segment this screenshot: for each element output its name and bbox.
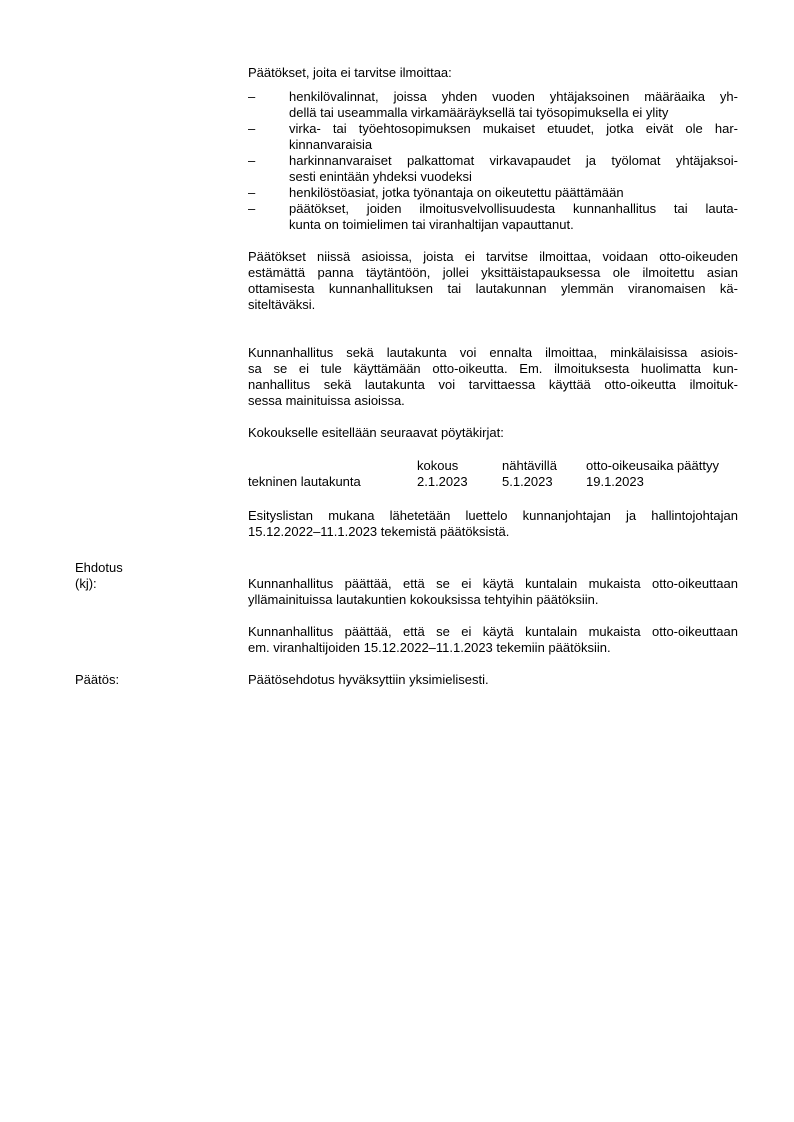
dash-bullet-icon: – (248, 153, 256, 168)
bullet-line: päätökset, joiden ilmoitusvelvollisuudesta kunnanhallitus tai lauta- (289, 201, 738, 216)
table-header-kokous: kokous (417, 458, 459, 473)
paragraph-line: 15.12.2022–11.1.2023 tekemistä päätöksistä. (248, 524, 510, 539)
minutes-intro: Kokoukselle esitellään seuraavat pöytäkirjat: (248, 425, 504, 440)
bullet-item (248, 185, 738, 201)
decision-label: Päätös: (75, 672, 120, 687)
bullet-line: kinnanvaraisia (289, 137, 373, 152)
proposal-label-line: Ehdotus (75, 560, 123, 575)
dash-bullet-icon: – (248, 121, 256, 136)
table-cell-toimielin: tekninen lautakunta (248, 474, 361, 489)
notice-section-heading: Päätökset, joita ei tarvitse ilmoittaa: (248, 65, 452, 80)
table-header-otto-oikeusaika: otto-oikeusaika päättyy (586, 458, 719, 473)
bullet-line: virka- tai työehtosopimuksen mukaiset etuudet, jotka eivät ole har- (289, 121, 738, 136)
paragraph-line: Kunnanhallitus päättää, että se ei käytä kuntalain mukaista otto-oikeuttaan (248, 624, 738, 639)
paragraph-line: nanhallitus sekä lautakunta voi tarvittaessa käyttää otto-oikeutta ilmoituk- (248, 377, 738, 392)
enforcement-paragraph (248, 249, 738, 313)
proposal-label-line: (kj): (75, 576, 97, 591)
bullet-item (248, 153, 738, 185)
paragraph-line: yllämainituissa lautakuntien kokouksissa tehtyihin päätöksiin. (248, 592, 599, 607)
bullet-item (248, 89, 738, 121)
bullet-item (248, 121, 738, 153)
paragraph-line: estämättä panna täytäntöön, jollei yksittäistapauksessa ole ilmoitettu asian (248, 265, 738, 280)
paragraph-line: Kunnanhallitus sekä lautakunta voi ennalta ilmoittaa, minkälaisissa asiois- (248, 345, 738, 360)
proposal-paragraph-2 (248, 624, 738, 656)
bullet-line: henkilövalinnat, joissa yhden vuoden yhtäjaksoinen määräaika yh- (289, 89, 738, 104)
paragraph-line: siteltäväksi. (248, 297, 316, 312)
bullet-line: henkilöstöasiat, jotka työnantaja on oikeutettu päättämään (289, 185, 624, 200)
table-header-row (248, 458, 738, 474)
table-row (248, 474, 738, 490)
paragraph-line: ottamisesta kunnanhallituksen tai lautakunnan ylemmän viranomaisen kä- (248, 281, 738, 296)
table-header-nahtavilla: nähtävillä (502, 458, 557, 473)
bullet-item (248, 201, 738, 233)
paragraph-line: em. viranhaltijoiden 15.12.2022–11.1.2023 tekemiin päätöksiin. (248, 640, 611, 655)
paragraph-line: Päätökset niissä asioissa, joista ei tarvitse ilmoittaa, voidaan otto-oikeuden (248, 249, 738, 264)
dash-bullet-icon: – (248, 185, 256, 200)
paragraph-line: Kunnanhallitus päättää, että se ei käytä kuntalain mukaista otto-oikeuttaan (248, 576, 738, 591)
bullet-line: dellä tai useammalla virkamääräyksellä tai työsopimuksella ei ylity (289, 105, 669, 120)
proposal-label (75, 560, 235, 592)
paragraph-line: sessa mainituissa asioissa. (248, 393, 405, 408)
bullet-line: kunta on toimielimen tai viranhaltijan vapauttanut. (289, 217, 574, 232)
dash-bullet-icon: – (248, 201, 256, 216)
proposal-paragraph-1 (248, 576, 738, 608)
table-cell-nahtavilla: 5.1.2023 (502, 474, 553, 489)
notice-bullet-list (248, 89, 738, 233)
paragraph-line: Esityslistan mukana lähetetään luettelo kunnanjohtajan ja hallintojohtajan (248, 508, 738, 523)
dash-bullet-icon: – (248, 89, 256, 104)
bullet-line: harkinnanvaraiset palkattomat virkavapaudet ja työlomat yhtäjaksoi- (289, 153, 738, 168)
table-cell-kokous: 2.1.2023 (417, 474, 468, 489)
advance-notice-paragraph (248, 345, 738, 409)
bullet-line: sesti enintään yhdeksi vuodeksi (289, 169, 472, 184)
table-cell-otto-oikeusaika: 19.1.2023 (586, 474, 644, 489)
minutes-table (248, 458, 738, 490)
decision-text: Päätösehdotus hyväksyttiin yksimielisesti. (248, 672, 489, 687)
agenda-paragraph (248, 508, 738, 540)
paragraph-line: sa se ei tule käyttämään otto-oikeutta. Em. ilmoituksesta huolimatta kun- (248, 361, 738, 376)
